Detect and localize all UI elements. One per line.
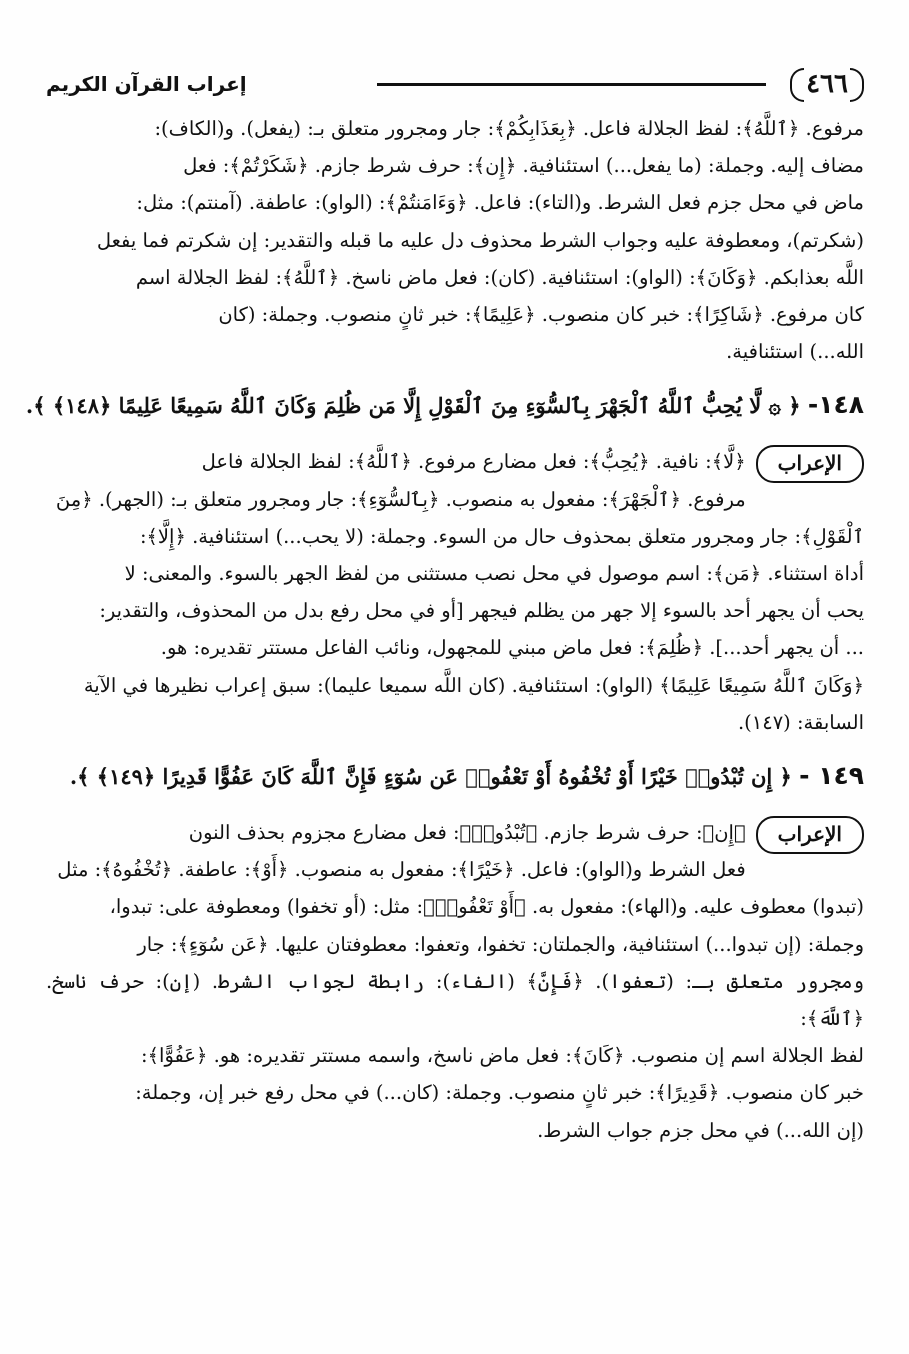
- text-line: خبر كان منصوب. ﴿قَدِيرًا﴾: خبر ثانٍ منصوب. وجملة: (كان...) في محل رفع خبر إن، وجملة:: [135, 1081, 864, 1105]
- text-line: يحب أن يجهر أحد بالسوء إلا جهر من يظلم فيجهر [أو في محل رفع بدل من المحذوف، والتقدير:: [99, 599, 864, 623]
- text-line: (شكرتم)، ومعطوفة عليه وجواب الشرط محذوف دل عليه ما قبله والتقدير: إن شكرتم فما يفعل: [96, 228, 864, 252]
- text-line: السابقة: (١٤٧).: [737, 710, 864, 734]
- text-line: (تبدوا) معطوف عليه. و(الهاء): مفعول به. ﴿أَوْ تَعْفُوا۟﴾: مثل: (أو تخفوا) ومعطوفة على: تبدوا،: [109, 895, 864, 919]
- text-line: ﴿وَكَانَ ٱللَّهُ سَمِيعًا عَلِيمًا﴾ (الواو): استئنافية. (كان اللَّه سميعا عليما): سبق إعراب نظيرها في الآية: [83, 673, 864, 697]
- text-line: ... أن يجهر أحد...]. ﴿ظُلِمَ﴾: فعل ماض مبني للمجهول، ونائب الفاعل مستتر تقديره: هو.: [160, 636, 864, 660]
- page-number: ٤٦٦: [790, 64, 864, 104]
- irab-badge: الإعراب: [756, 445, 864, 483]
- text-line: ﴿لَّا﴾: نافية. ﴿يُحِبُّ﴾: فعل مضارع مرفوع. ﴿ٱللَّهُ﴾: لفظ الجلالة فاعل: [201, 450, 746, 474]
- verse-number: ١٤٨-: [807, 390, 864, 420]
- irab-badge: الإعراب: [756, 816, 864, 854]
- text-line: ماض في محل جزم فعل الشرط. و(التاء): فاعل. ﴿وَءَامَنتُمْ﴾: (الواو): عاطفة. (آمنتم): مثل:: [136, 191, 864, 215]
- verse-149: [46, 745, 864, 808]
- text-line: وجملة: (إن تبدوا...) استئنافية، والجملتان: تخفوا، وتعفوا: معطوفتان عليها. ﴿عَن سُوٓءٍ﴾: جار: [137, 932, 864, 956]
- verse-text: ﴿ إِن تُبْدُوا۟ خَيْرًا أَوْ تُخْفُوهُ أَوْ تَعْفُوا۟ عَن سُوٓءٍ فَإِنَّ ٱللَّهَ كَانَ عَفُوًّا قَدِيرًا ﴿١٤٩﴾ ﴾.: [69, 764, 792, 790]
- header-rule: [377, 83, 766, 86]
- text-line: ﴿إِن﴾: حرف شرط جازم. ﴿تُبْدُوا۟﴾: فعل مضارع مجزوم بحذف النون: [188, 821, 746, 845]
- text-line: أداة استثناء. ﴿مَن﴾: اسم موصول في محل نصب مستثنى من لفظ الجهر بالسوء. والمعنى: لا: [124, 562, 864, 586]
- page-header: [46, 58, 864, 110]
- text-line: ٱلْقَوْلِ﴾: جار ومجرور متعلق بمحذوف حال من السوء. وجملة: (لا يحب...) استئنافية. ﴿إِلَّا﴾:: [139, 524, 864, 548]
- text-line: ومجرور متعلق بـ: (تعفوا). ﴿فَإِنَّ﴾ (الفاء): رابطة لجواب الشرط. (إن): حرف ناسخ. ﴿ٱللَّهَ﴾:: [46, 969, 864, 1031]
- text-line: اللَّه بعذابكم. ﴿وَكَانَ﴾: (الواو): استئنافية. (كان): فعل ماض ناسخ. ﴿ٱللَّهُ﴾: لفظ الجلالة اسم: [135, 265, 864, 289]
- text-line: مرفوع. ﴿ٱللَّهُ﴾: لفظ الجلالة فاعل. ﴿بِعَذَابِكُمْ﴾: جار ومجرور متعلق بـ: (يفعل). و(الكاف):: [154, 117, 864, 140]
- page: [25, 58, 864, 1149]
- irab-149: [46, 814, 864, 1149]
- verse-number: ١٤٩ -: [799, 761, 864, 791]
- text-line: مرفوع. ﴿ٱلْجَهْرَ﴾: مفعول به منصوب. ﴿بِٱلسُّوٓءِ﴾: جار ومجرور متعلق بـ: (الجهر). ﴿مِنَ: [55, 487, 746, 511]
- book-title: إعراب القرآن الكريم: [46, 72, 247, 96]
- text-line: الله...) استئنافية.: [726, 340, 864, 364]
- verse-148: [25, 374, 864, 437]
- text-line: لفظ الجلالة اسم إن منصوب. ﴿كَانَ﴾: فعل ماض ناسخ، واسمه مستتر تقديره: هو. ﴿عَفُوًّا﴾:: [141, 1044, 864, 1068]
- text-line: فعل الشرط و(الواو): فاعل. ﴿خَيْرًا﴾: مفعول به منصوب. ﴿أَوْ﴾: عاطفة. ﴿تُخْفُوهُ﴾: مثل: [57, 858, 746, 882]
- verse-text: ﴿ ۞ لَّا يُحِبُّ ٱللَّهُ ٱلْجَهْرَ بِٱلسُّوٓءِ مِنَ ٱلْقَوْلِ إِلَّا مَن ظُلِمَ وَكَانَ ٱللَّهُ سَمِيعًا عَلِيمًا ﴿١٤٨﴾ ﴾.: [25, 393, 801, 419]
- text-line: كان مرفوع. ﴿شَاكِرًا﴾: خبر كان منصوب. ﴿عَلِيمًا﴾: خبر ثانٍ منصوب. وجملة: (كان: [218, 303, 864, 327]
- block-1: [46, 110, 864, 370]
- text-line: (إن الله...) في محل جزم جواب الشرط.: [537, 1118, 864, 1142]
- text-line: مضاف إليه. وجملة: (ما يفعل...) استئنافية. ﴿إِن﴾: حرف شرط جازم. ﴿شَكَرْتُمْ﴾: فعل: [183, 154, 864, 178]
- irab-148: [46, 443, 864, 741]
